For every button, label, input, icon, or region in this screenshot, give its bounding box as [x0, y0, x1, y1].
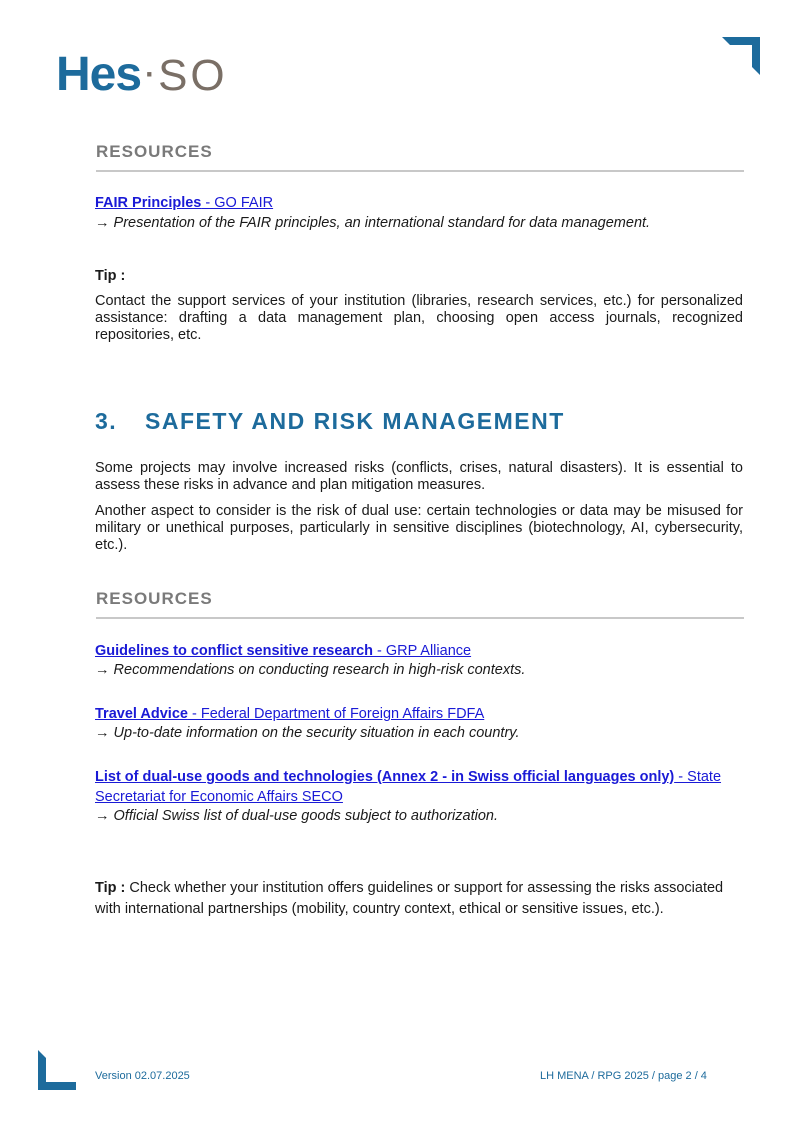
section-paragraph-1: Some projects may involve increased risks (conflicts, crises, natural disasters). It is essential to assess these risks in advance and plan mitigation measures. [95, 460, 743, 493]
corner-mark-bottom-left-icon [38, 1050, 76, 1090]
tip-text: Contact the support services of your institution (libraries, research services, etc.) for personalized assistance: drafting a data management plan, choosing open access journals, recognized repositories, etc. [95, 293, 743, 343]
corner-mark-top-right-icon [722, 37, 760, 75]
footer-page-info: LH MENA / RPG 2025 / page 2 / 4 [540, 1070, 707, 1082]
link-source-text: - Federal Department of Foreign Affairs FDFA [187, 706, 485, 722]
section-paragraph-2: Another aspect to consider is the risk of dual use: certain technologies or data may be misused for military or unethical purposes, particularly in sensitive disciplines (biotechnology, AI, cybersecurity, etc.). [95, 503, 743, 553]
logo-so-text: SO [158, 51, 228, 100]
section-title: SAFETY AND RISK MANAGEMENT [145, 408, 565, 434]
resources-heading: RESOURCES [96, 589, 744, 619]
logo-dot: · [145, 58, 156, 91]
resource-link-seco[interactable] [95, 767, 743, 807]
link-bold-text: Guidelines to conflict sensitive research [95, 643, 374, 659]
tip-text: Check whether your institution offers guidelines or support for assessing the risks associated with international partnerships (mobility, country context, ethical or sensitive issues, etc.). [95, 880, 724, 917]
link-bold-text: FAIR Principles [95, 195, 202, 211]
link-bold-text: List of dual-use goods and technologies (Annex 2 - in Swiss official languages only) [95, 769, 675, 785]
tip-label: Tip : [95, 268, 126, 284]
resource-link-grp[interactable] [95, 641, 743, 661]
fair-principles-link[interactable] [95, 195, 273, 211]
section-number: 3. [95, 408, 118, 434]
resource-note: → Presentation of the FAIR principles, an international standard for data management. [95, 215, 651, 231]
tip-label: Tip : [95, 880, 126, 896]
hes-so-logo [56, 50, 228, 100]
section-heading [95, 408, 565, 435]
resource-link-fair[interactable] [95, 193, 743, 213]
link-source-text: - State Secretariat for Economic Affairs SECO [95, 769, 722, 805]
logo-hes-text: Hes [56, 48, 142, 101]
dual-use-list-link[interactable] [95, 769, 721, 805]
resource-note: → Official Swiss list of dual-use goods subject to authorization. [95, 808, 498, 824]
resource-note: → Up-to-date information on the security situation in each country. [95, 725, 520, 741]
link-source-text: - GRP Alliance [373, 643, 472, 659]
resource-link-fdfa[interactable] [95, 704, 743, 724]
link-source-text: - GO FAIR [201, 195, 274, 211]
resources-heading: RESOURCES [96, 142, 744, 172]
tip-paragraph [95, 878, 743, 920]
footer-version: Version 02.07.2025 [95, 1070, 190, 1082]
travel-advice-link[interactable] [95, 706, 484, 722]
resource-note: → Recommendations on conducting research in high-risk contexts. [95, 662, 526, 678]
conflict-guidelines-link[interactable] [95, 643, 471, 659]
link-bold-text: Travel Advice [95, 706, 188, 722]
